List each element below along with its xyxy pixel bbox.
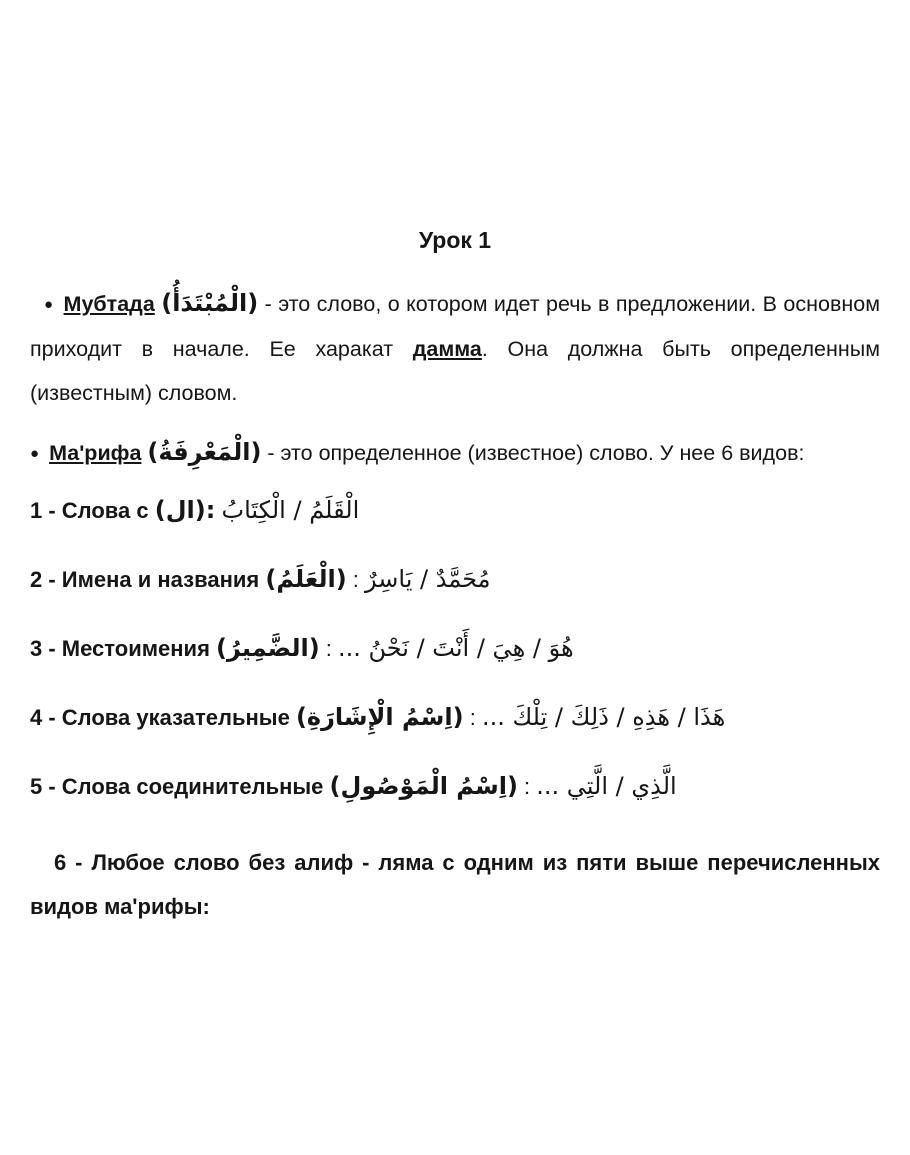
item-label: 2 - Имена и названия	[30, 567, 266, 592]
list-item-2	[30, 560, 880, 600]
list-item-4	[30, 698, 880, 738]
list-item-5	[30, 767, 880, 807]
term-damma: дамма	[412, 337, 482, 361]
paragraph-marifa-text: - это определенное (известное) слово. У нее 6 видов:	[261, 441, 805, 465]
list-item-1	[30, 491, 880, 531]
item-label: 5 - Слова соединительные	[30, 774, 330, 799]
list-item-6: 6 - Любое слово без алиф - ляма с одним из пяти выше перечисленных видов ма'рифы:	[30, 850, 880, 919]
arabic-examples: الْقَلَمُ / الْكِتَابُ	[221, 496, 360, 524]
arabic-term: (الضَّمِيرُ)	[216, 634, 320, 662]
marifa-types-list	[30, 491, 880, 807]
arabic-examples: هُوَ / هِيَ / أَنْتَ / نَحْنُ ...	[338, 634, 574, 662]
arabic-term: (اِسْمُ الْمَوْصُولِ)	[329, 772, 518, 800]
item-label: 1 - Слова с	[30, 498, 155, 523]
arabic-examples: مُحَمَّدٌ / يَاسِرٌ	[365, 565, 491, 593]
paragraph-marifa	[30, 431, 880, 476]
term-mubtada: Мубтада	[63, 292, 155, 316]
paragraph-mubtada	[30, 282, 880, 415]
bullet-icon: ●	[44, 296, 54, 313]
item-colon: :	[319, 636, 338, 661]
paragraph-mubtada-text-end: . Она должна быть определенным (известным) словом.	[30, 337, 880, 405]
item-colon: :	[517, 774, 537, 799]
item-colon: :	[346, 567, 366, 592]
arabic-term: (اِسْمُ الْإِشَارَةِ)	[295, 703, 464, 731]
page-title: Урок 1	[418, 227, 492, 253]
document-page	[30, 0, 880, 929]
arabic-examples: الَّذِي / الَّتِي ...	[536, 772, 677, 800]
item-label: 3 - Местоимения	[30, 636, 217, 661]
item-colon: :	[463, 705, 482, 730]
list-item-3	[30, 629, 880, 669]
item-label: 4 - Слова указательные	[30, 705, 296, 730]
bullet-icon: ●	[30, 445, 40, 462]
term-marifa: Ма'рифа	[49, 441, 142, 465]
arabic-term: (ال):	[154, 496, 216, 524]
arabic-term: (الْعَلَمُ)	[265, 565, 347, 593]
paragraph-mubtada-text: - это слово, о котором идет речь в предложении. В основном приходит в начале. Ее харакат	[30, 292, 880, 361]
arabic-al-marifa: (الْمَعْرِفَةُ)	[147, 438, 262, 466]
arabic-al-mubtada: (الْمُبْتَدَأُ)	[161, 289, 259, 317]
arabic-examples: هَذَا / هَذِهِ / ذَلِكَ / تِلْكَ ...	[481, 703, 726, 731]
